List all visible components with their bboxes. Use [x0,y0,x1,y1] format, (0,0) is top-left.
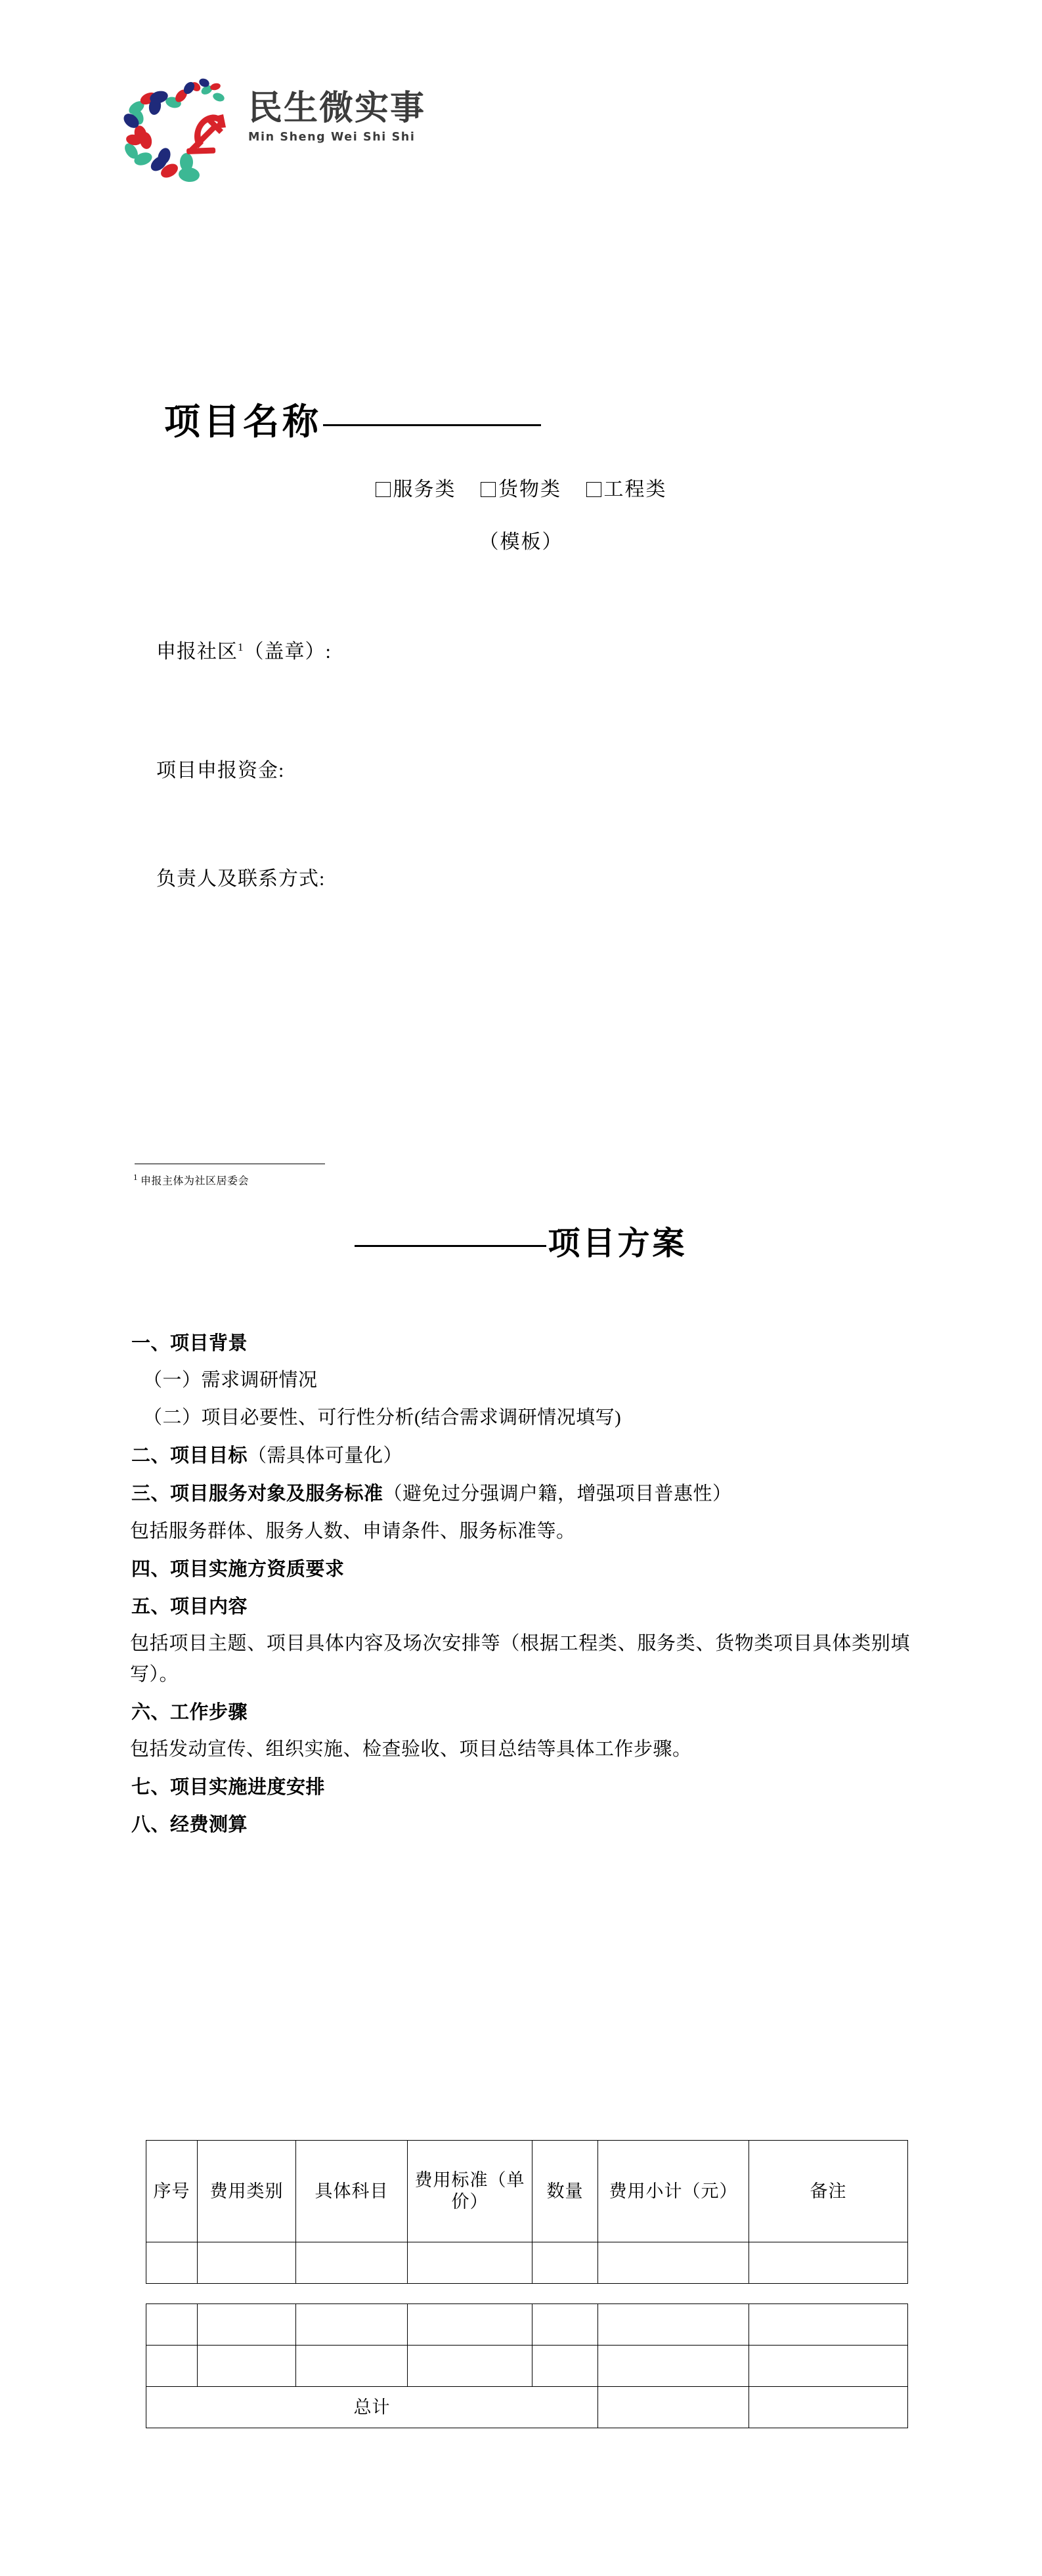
cell-fee-standard[interactable] [408,2304,532,2346]
table-row[interactable] [146,2304,908,2346]
section-heading-1 [129,1328,910,1359]
section-heading-text: 五、项目内容 [131,1594,248,1617]
cell-fee-standard[interactable] [408,2242,532,2284]
cell-subtotal[interactable] [598,2242,749,2284]
project-type-label: 服务类 [393,479,456,500]
table-gap [146,2284,907,2303]
checkbox-icon[interactable] [376,482,391,497]
page-title [164,393,541,445]
cost-table-header-block [146,2140,908,2284]
field-suffix: （盖章）: [244,641,332,663]
section-heading-text: 七、项目实施进度安排 [131,1775,326,1798]
footnote-marker: 1 [238,641,244,653]
section-sub-1-2: （二）项目必要性、可行性分析(结合需求调研情况填写) [143,1407,622,1428]
section-heading-text: 四、项目实施方资质要求 [131,1557,345,1580]
column-header-index: 序号 [146,2141,198,2242]
cell-index[interactable] [146,2304,198,2346]
field-label: 申报社区 [156,641,238,663]
field-label: 项目申报资金: [156,760,285,781]
footnote [133,1172,249,1187]
section-heading-text: 六、工作步骤 [131,1700,248,1723]
section-heading-note: （需具体可量化） [248,1445,403,1466]
cell-quantity[interactable] [532,2346,598,2387]
section-heading-8 [129,1809,910,1840]
column-header-quantity: 数量 [532,2141,598,2242]
cell-specific-item[interactable] [296,2242,408,2284]
column-header-subtotal: 费用小计（元） [598,2141,749,2242]
cost-table-body-block [146,2303,908,2428]
cell-specific-item[interactable] [296,2304,408,2346]
field-applicant-community [156,635,332,664]
plan-name-blank[interactable] [355,1245,546,1247]
section-heading-6 [129,1697,910,1728]
table-row[interactable] [146,2346,908,2387]
cell-remark[interactable] [749,2346,908,2387]
total-label: 总计 [146,2387,598,2428]
cell-fee-category[interactable] [198,2242,296,2284]
column-header-specific-item: 具体科目 [296,2141,408,2242]
cell-remark[interactable] [749,2304,908,2346]
section-body-5: 包括项目主题、项目具体内容及场次安排等（根据工程类、服务类、货物类项目具体类别填写）。 [130,1632,910,1685]
project-type-options [0,473,1042,502]
section-heading-7 [129,1772,910,1802]
footnote-number: 1 [133,1172,138,1182]
field-declared-funding [156,754,284,783]
project-name-blank[interactable] [323,424,541,426]
heart-pinwheel-logo-icon [117,74,238,184]
project-type-option-service[interactable] [376,479,456,500]
checkbox-icon[interactable] [481,482,496,497]
table-total-row [146,2387,908,2428]
section-heading-text: 一、项目背景 [131,1332,248,1354]
logo-pinyin-name: Min Sheng Wei Shi Shi [248,130,416,144]
cell-remark[interactable] [749,2242,908,2284]
cell-fee-category[interactable] [198,2346,296,2387]
section-heading-text: 三、项目服务对象及服务标准 [131,1481,383,1504]
project-type-option-engineering[interactable] [586,479,667,500]
column-header-remark: 备注 [749,2141,908,2242]
table-header-row [146,2141,908,2242]
field-contact-person [156,862,325,891]
section-heading-2 [129,1440,910,1472]
section-heading-note: （避免过分强调户籍，增强项目普惠性） [383,1483,732,1504]
section-heading-5 [129,1591,910,1622]
project-type-label: 工程类 [603,479,667,500]
project-type-label: 货物类 [498,479,561,500]
cell-fee-standard[interactable] [408,2346,532,2387]
section-heading-text: 二、项目目标 [131,1443,248,1466]
template-note: （模板） [479,531,563,553]
section-heading-3 [129,1478,910,1510]
project-type-option-goods[interactable] [481,479,561,500]
section-sub-1-1: （一）需求调研情况 [143,1369,318,1391]
column-header-fee-category: 费用类别 [198,2141,296,2242]
section-body-3: 包括服务群体、服务人数、申请条件、服务标准等。 [130,1520,576,1542]
cell-quantity[interactable] [532,2242,598,2284]
logo-chinese-name: 民生微实事 [248,89,426,128]
cell-quantity[interactable] [532,2304,598,2346]
cell-subtotal[interactable] [598,2346,749,2387]
field-label: 负责人及联系方式: [156,868,326,890]
page-title-label: 项目名称 [164,401,322,443]
plan-sections [129,1328,910,1846]
column-header-fee-standard: 费用标准（单价） [408,2141,532,2242]
brand-logo [117,74,485,188]
section-heading-text: 八、经费测算 [131,1812,248,1835]
cell-fee-category[interactable] [198,2304,296,2346]
cost-estimate-tables [146,2140,907,2428]
total-subtotal-cell[interactable] [598,2387,749,2428]
cell-subtotal[interactable] [598,2304,749,2346]
logo-wordmark [248,91,485,144]
section-body-6: 包括发动宣传、组织实施、检查验收、项目总结等具体工作步骤。 [130,1738,692,1760]
section-heading-4 [129,1554,910,1584]
checkbox-icon[interactable] [586,482,601,497]
cell-specific-item[interactable] [296,2346,408,2387]
table-row[interactable] [146,2242,908,2284]
plan-title-label: 项目方案 [548,1225,687,1262]
total-remark-cell[interactable] [749,2387,908,2428]
cell-index[interactable] [146,2242,198,2284]
plan-title [0,1218,1042,1264]
cell-index[interactable] [146,2346,198,2387]
footnote-text: 申报主体为社区居委会 [141,1175,250,1187]
